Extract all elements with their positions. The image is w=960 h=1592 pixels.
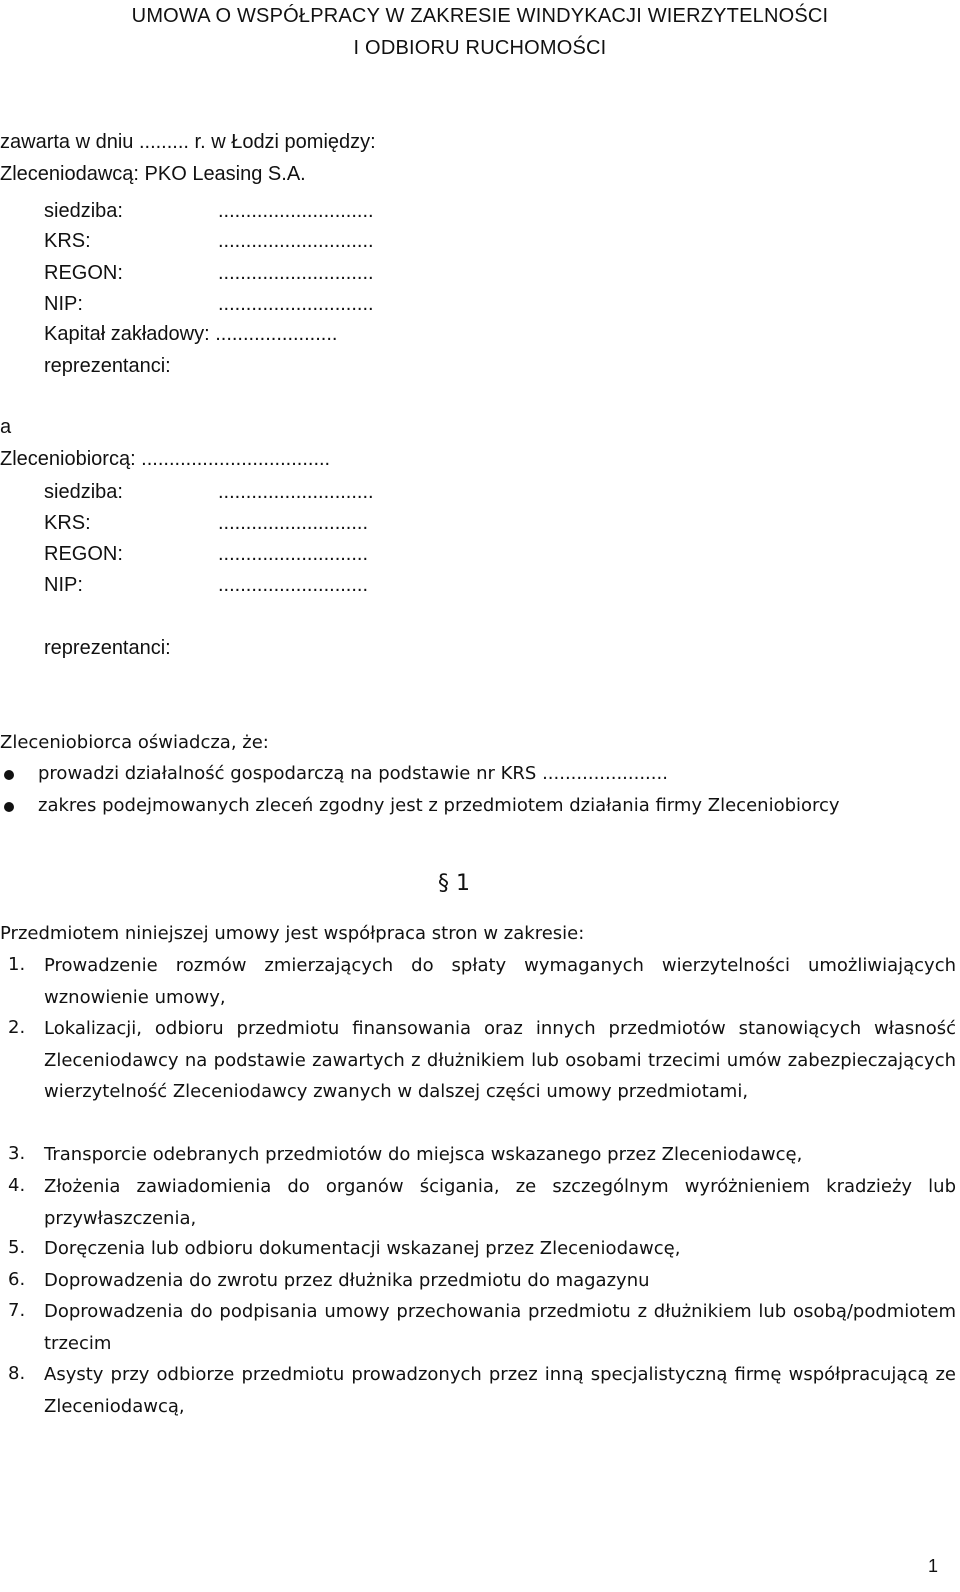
list-number-8: 8.: [8, 1363, 26, 1384]
and-conjunction: a: [0, 416, 12, 438]
principal-regon-value: ............................: [218, 262, 374, 284]
contractor-regon-label: REGON:: [44, 543, 123, 565]
list-number-1: 1.: [8, 954, 26, 975]
list-item-1: Prowadzenie rozmów zmierzających do spłaty wymaganych wierzytelności umożliwiających wznowienie umowy,: [44, 955, 956, 1008]
principal-share-capital: Kapitał zakładowy: ......................: [44, 323, 338, 345]
principal-krs-label: KRS:: [44, 230, 91, 252]
section-mark: § 1: [438, 871, 470, 896]
contractor-krs-label: KRS:: [44, 512, 91, 534]
list-number-4: 4.: [8, 1175, 26, 1196]
contractor-representatives-label: reprezentanci:: [44, 637, 171, 659]
principal-name: Zleceniodawcą: PKO Leasing S.A.: [0, 163, 306, 185]
contractor-seat-label: siedziba:: [44, 481, 123, 503]
principal-nip-label: NIP:: [44, 293, 83, 315]
declaration-item-1: prowadzi działalność gospodarczą na podstawie nr KRS ......................: [38, 763, 668, 784]
list-item-5: Doręczenia lub odbioru dokumentacji wskazanej przez Zleceniodawcę,: [44, 1238, 681, 1259]
page-number: 1: [927, 1556, 938, 1576]
list-item-3: Transporcie odebranych przedmiotów do miejsca wskazanego przez Zleceniodawcę,: [44, 1144, 803, 1165]
list-number-7: 7.: [8, 1300, 26, 1321]
principal-seat-value: ............................: [218, 200, 374, 222]
list-item-8: Asysty przy odbiorze przedmiotu prowadzonych przez inną specjalistyczną firmę współpracującą ze Zleceniodawcą,: [44, 1364, 956, 1417]
principal-regon-label: REGON:: [44, 262, 123, 284]
list-number-2: 2.: [8, 1017, 26, 1038]
contractor-nip-label: NIP:: [44, 574, 83, 596]
list-item-2: Lokalizacji, odbioru przedmiotu finansowania oraz innych przedmiotów stanowiących własność Zleceniodawcy na podstawie zawartych z dłużnikiem lub osobami trzecimi umów zabezpieczających wierzytelność Zleceniodawcy zwanych w dalszej części umowy przedmiotami,: [44, 1018, 956, 1103]
contractor-regon-value: ...........................: [218, 543, 369, 565]
list-item-4: Złożenia zawiadomienia do organów ścigania, ze szczególnym wyróżnieniem kradzieży lub przywłaszczenia,: [44, 1176, 956, 1229]
list-item-6: Doprowadzenia do zwrotu przez dłużnika przedmiotu do magazynu: [44, 1270, 650, 1291]
bullet-icon: [4, 770, 14, 780]
list-number-3: 3.: [8, 1143, 26, 1164]
list-number-6: 6.: [8, 1269, 26, 1290]
declaration-item-2: zakres podejmowanych zleceń zgodny jest z przedmiotem działania firmy Zleceniobiorcy: [38, 795, 840, 816]
principal-seat-label: siedziba:: [44, 200, 123, 222]
contractor-seat-value: ............................: [218, 481, 374, 503]
principal-representatives-label: reprezentanci:: [44, 355, 171, 377]
list-number-5: 5.: [8, 1237, 26, 1258]
bullet-icon: [4, 802, 14, 812]
contractor-krs-value: ...........................: [218, 512, 369, 534]
subject-intro: Przedmiotem niniejszej umowy jest współpraca stron w zakresie:: [0, 923, 585, 944]
document-title-line-1: UMOWA O WSPÓŁPRACY W ZAKRESIE WINDYKACJI WIERZYTELNOŚCI: [131, 5, 829, 27]
principal-krs-value: ............................: [218, 230, 374, 252]
principal-nip-value: ............................: [218, 293, 374, 315]
contractor-nip-value: ...........................: [218, 574, 369, 596]
contract-date-place: zawarta w dniu ......... r. w Łodzi pomiędzy:: [0, 131, 376, 153]
list-item-7: Doprowadzenia do podpisania umowy przechowania przedmiotu z dłużnikiem lub osobą/podmiotem trzecim: [44, 1301, 956, 1354]
declaration-intro: Zleceniobiorca oświadcza, że:: [0, 732, 269, 753]
contractor-name: Zleceniobiorcą: ..................................: [0, 448, 331, 470]
document-title-line-2: I ODBIORU RUCHOMOŚCI: [353, 37, 607, 59]
